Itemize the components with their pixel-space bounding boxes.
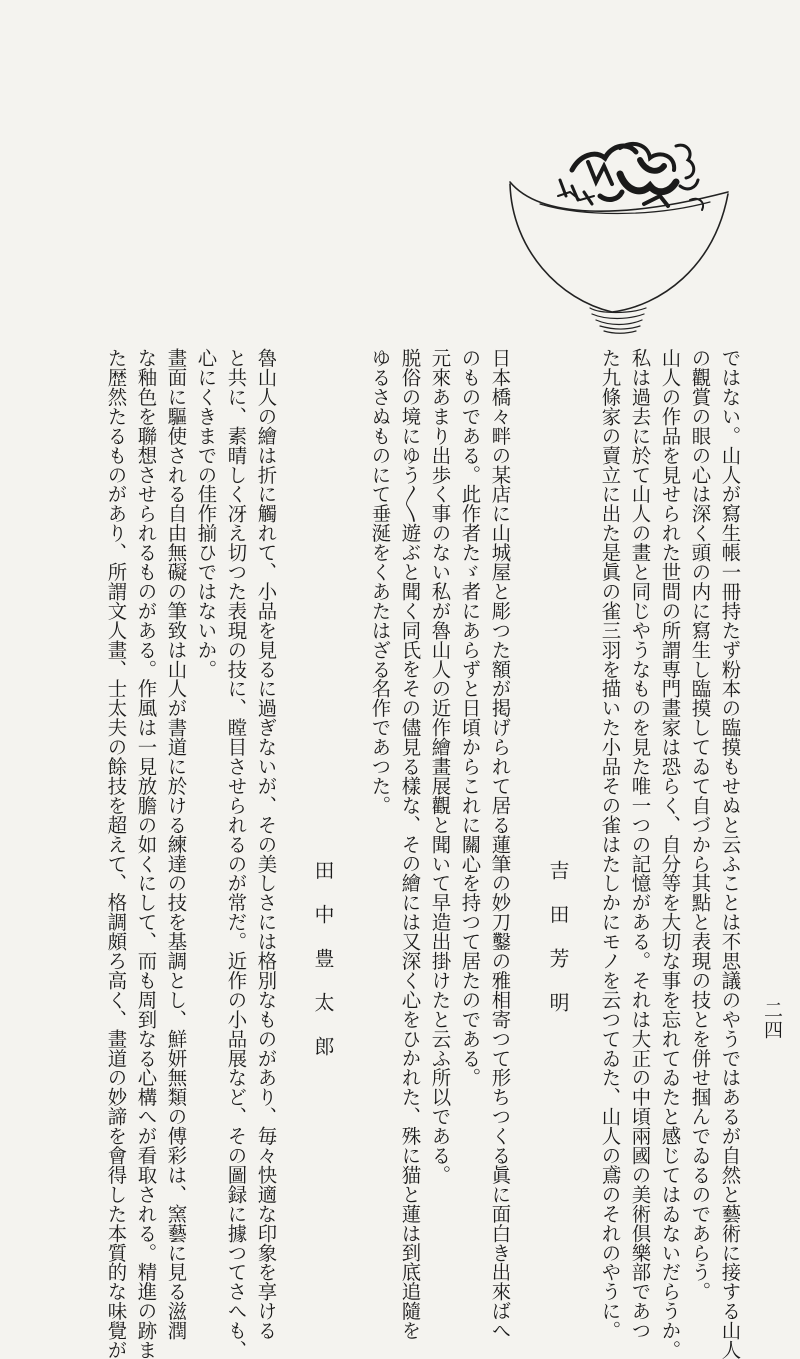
text-column: 魯山人の繪は折に觸れて、小品を見るに過ぎないが、その美しさには格別なものがあり、毎々快適な印象を享ける [254,348,278,1340]
text-column: 私は過去に於て山人の畫と同じやうなものを見た唯一つの記憶がある。それは大正の中頃兩國の美術倶樂部であつ [628,348,652,1340]
text-column: のものである。此作者たゞ者にあらずと日頃からこれに關心を持つて居たのである。 [458,348,482,1088]
text-column: 畫面に驅使される自由無礙の筆致は山人が書道に於ける練達の技を基調とし、鮮妍無類の傅彩は、窯藝に見る滋潤 [164,348,188,1340]
text-column: ゆるさぬものにて垂涎をくあたはざる名作であつた。 [368,348,392,815]
text-column: 日本橋々畔の某店に山城屋と彫つた額が掲げられて居る蓮筆の妙刀鑿の雅相寄つて形ちつくる眞に面白き出來ばへ [488,348,512,1340]
page-number: 二四 [761,1000,783,1040]
text-column: 元來あまり出歩く事のない私が魯山人の近作繪畫展觀と聞いて早造出掛けたと云ふ所以である。 [428,348,452,1185]
text-column: 山人の作品を見せられた世間の所謂専門畫家は恐らく、自分等を大切な事を忘れてゐたと感じてはゐないだらうか。 [658,348,682,1359]
text-column: と共に、素晴しく冴え切つた表現の技に、瞠目させられるのが常だ。近作の小品展など、その圖録に據つてさへも、 [224,348,248,1359]
text-column: ではない。山人が寫生帳一冊持たず粉本の臨摸もせぬと云ふことは不思議のやうではあるが自然と藝術に接する山人 [718,348,742,1359]
text-column: 心にくきまでの佳作揃ひではないか。 [194,348,218,679]
author-name: 田中豊太郎 [311,860,335,1080]
text-column: た九條家の賣立に出た是眞の雀三羽を描いた小品その雀はたしかにモノを云つてゐた、山人の鳶のそれのやうに。 [598,348,622,1340]
flowers-in-bowl [558,144,703,210]
text-column: た歴然たるものがあり、所謂文人畫、士太夫の餘技を超えて、格調頗ろ高く、畫道の妙諦を會得した本質的な味覺が [104,348,128,1359]
bowl-illustration [500,100,740,340]
author-name: 吉田芳明 [546,860,570,1036]
text-column: 脱俗の境にゆう〳〵遊ぶと聞く同氏をその儘見る樣な、その繪には又深く心をひかれた、殊に猫と蓮は到底追隨を [398,348,422,1340]
bowl-outline [510,182,728,333]
text-column: な釉色を聯想させられるものがある。作風は一見放膽の如くにして、而も周到なる心構へが看取される。精進の跡ま [134,348,158,1359]
text-column: の觀賞の眼の心は深く頭の内に寫生し臨摸してゐて自づから其點と表現の技とを併せ掴んでゐるのであらう。 [688,348,712,1302]
